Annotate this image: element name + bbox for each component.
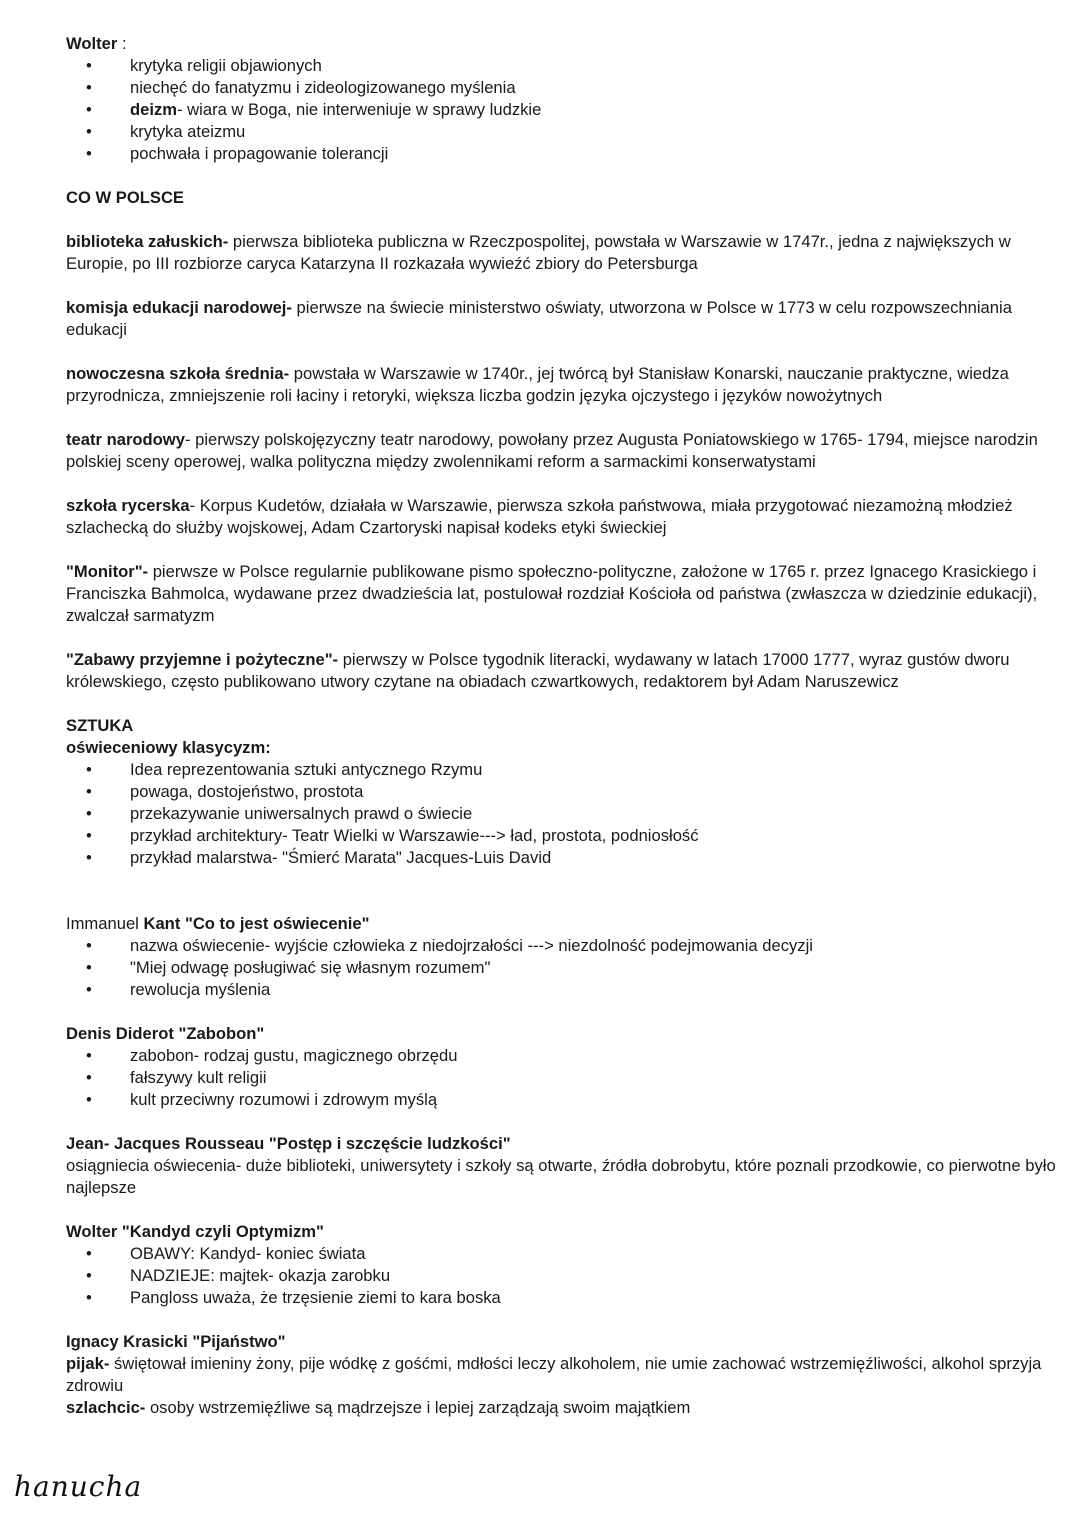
wolter-list [66, 55, 1056, 165]
rousseau-heading: Jean- Jacques Rousseau "Postęp i szczęście ludzkości" [66, 1134, 511, 1153]
krasicki-heading: Ignacy Krasicki "Pijaństwo" [66, 1332, 286, 1351]
list-item: • OBAWY: Kandyd- koniec świata [66, 1243, 1056, 1265]
krasicki-szlachcic: szlachcic- osoby wstrzemięźliwe są mądrzejsze i lepiej zarządzają swoim majątkiem [66, 1398, 691, 1417]
list-item: • NADZIEJE: majtek- okazja zarobku [66, 1265, 1056, 1287]
list-item: • deizm- wiara w Boga, nie interweniuje w sprawy ludzkie [66, 99, 1056, 121]
list-item: • rewolucja myślenia [66, 979, 1056, 1001]
kandyd-heading: Wolter "Kandyd czyli Optymizm" [66, 1222, 324, 1241]
list-item: • krytyka religii objawionych [66, 55, 1056, 77]
document-page [66, 33, 1056, 1419]
signature: hanucha [14, 1470, 143, 1503]
entry-szkola-srednia: nowoczesna szkoła średnia- powstała w Warszawie w 1740r., jej twórcą był Stanisław Konarski, nauczanie praktyczne, wiedza przyrodnicza, zmniejszenie roli łaciny i retoryki, większa liczba godzin języka ojczystego i języków nowożytnych [66, 364, 1009, 405]
list-item: • przykład architektury- Teatr Wielki w Warszawie---> ład, prostota, podniosłość [66, 825, 1056, 847]
rousseau-text: osiągniecia oświecenia- duże biblioteki, uniwersytety i szkoły są otwarte, źródła dobrobytu, które poznali przodkowie, co pierwotne było najlepsze [66, 1156, 1056, 1197]
list-item: • zabobon- rodzaj gustu, magicznego obrzędu [66, 1045, 1056, 1067]
list-item: • przykład malarstwa- "Śmierć Marata" Jacques-Luis David [66, 847, 1056, 869]
wolter-heading: Wolter : [66, 34, 127, 53]
list-item: • Idea reprezentowania sztuki antycznego Rzymu [66, 759, 1056, 781]
list-item: • pochwała i propagowanie tolerancji [66, 143, 1056, 165]
list-item: • "Miej odwagę posługiwać się własnym rozumem" [66, 957, 1056, 979]
entry-zabawy: "Zabawy przyjemne i pożyteczne"- pierwszy w Polsce tygodnik literacki, wydawany w latach 17000 1777, wyraz gustów dworu królewskiego, często publikowano utwory czytane na obiadach czwartkowych, redaktorem był Adam Naruszewicz [66, 650, 1010, 691]
list-item: • kult przeciwny rozumowi i zdrowym myślą [66, 1089, 1056, 1111]
subheading-klasycyzm: oświeceniowy klasycyzm: [66, 738, 271, 757]
entry-szkola-rycerska: szkoła rycerska- Korpus Kudetów, działała w Warszawie, pierwsza szkoła państwowa, miała przygotować niezamożną młodzież szlachecką do służby wojskowej, Adam Czartoryski napisał kodeks etyki świeckiej [66, 496, 1013, 537]
list-item: • przekazywanie uniwersalnych prawd o świecie [66, 803, 1056, 825]
krasicki-pijak: pijak- świętował imieniny żony, pije wódkę z gośćmi, mdłości leczy alkoholem, nie umie zachować wstrzemięźliwości, alkohol sprzyja zdrowiu [66, 1354, 1042, 1395]
list-item: • nazwa oświecenie- wyjście człowieka z niedojrzałości ---> niezdolność podejmowania decyzji [66, 935, 1056, 957]
diderot-list [66, 1045, 1056, 1111]
kant-heading: Immanuel Kant "Co to jest oświecenie" [66, 914, 370, 933]
kandyd-list [66, 1243, 1056, 1309]
section-heading-sztuka: SZTUKA [66, 716, 134, 735]
list-item: • Pangloss uważa, że trzęsienie ziemi to kara boska [66, 1287, 1056, 1309]
list-item: • niechęć do fanatyzmu i zideologizowanego myślenia [66, 77, 1056, 99]
diderot-heading: Denis Diderot "Zabobon" [66, 1024, 265, 1043]
section-heading-co-w-polsce: CO W POLSCE [66, 188, 185, 207]
kant-list [66, 935, 1056, 1001]
entry-biblioteka: biblioteka załuskich- pierwsza biblioteka publiczna w Rzeczpospolitej, powstała w Warszawie w 1747r., jedna z największych w Europie, po III rozbiorze caryca Katarzyna II rozkazała wywieźć zbiory do Petersburga [66, 232, 1011, 273]
list-item: • krytyka ateizmu [66, 121, 1056, 143]
entry-komisja: komisja edukacji narodowej- pierwsze na świecie ministerstwo oświaty, utworzona w Polsce w 1773 w celu rozpowszechniania edukacji [66, 298, 1012, 339]
entry-monitor: "Monitor"- pierwsze w Polsce regularnie publikowane pismo społeczno-polityczne, założone w 1765 r. przez Ignacego Krasickiego i Franciszka Bahmolca, wydawane przez dwadzieścia lat, postulował rozdział Kościoła od państwa (zwłaszcza w dziedzinie edukacji), zwalczał sarmatyzm [66, 562, 1038, 625]
sztuka-list [66, 759, 1056, 869]
entry-teatr-narodowy: teatr narodowy- pierwszy polskojęzyczny teatr narodowy, powołany przez Augusta Poniatowskiego w 1765- 1794, miejsce narodzin polskiej sceny operowej, walka polityczna między zwolennikami reform a sarmackimi konserwatystami [66, 430, 1038, 471]
list-item: • fałszywy kult religii [66, 1067, 1056, 1089]
list-item: • powaga, dostojeństwo, prostota [66, 781, 1056, 803]
